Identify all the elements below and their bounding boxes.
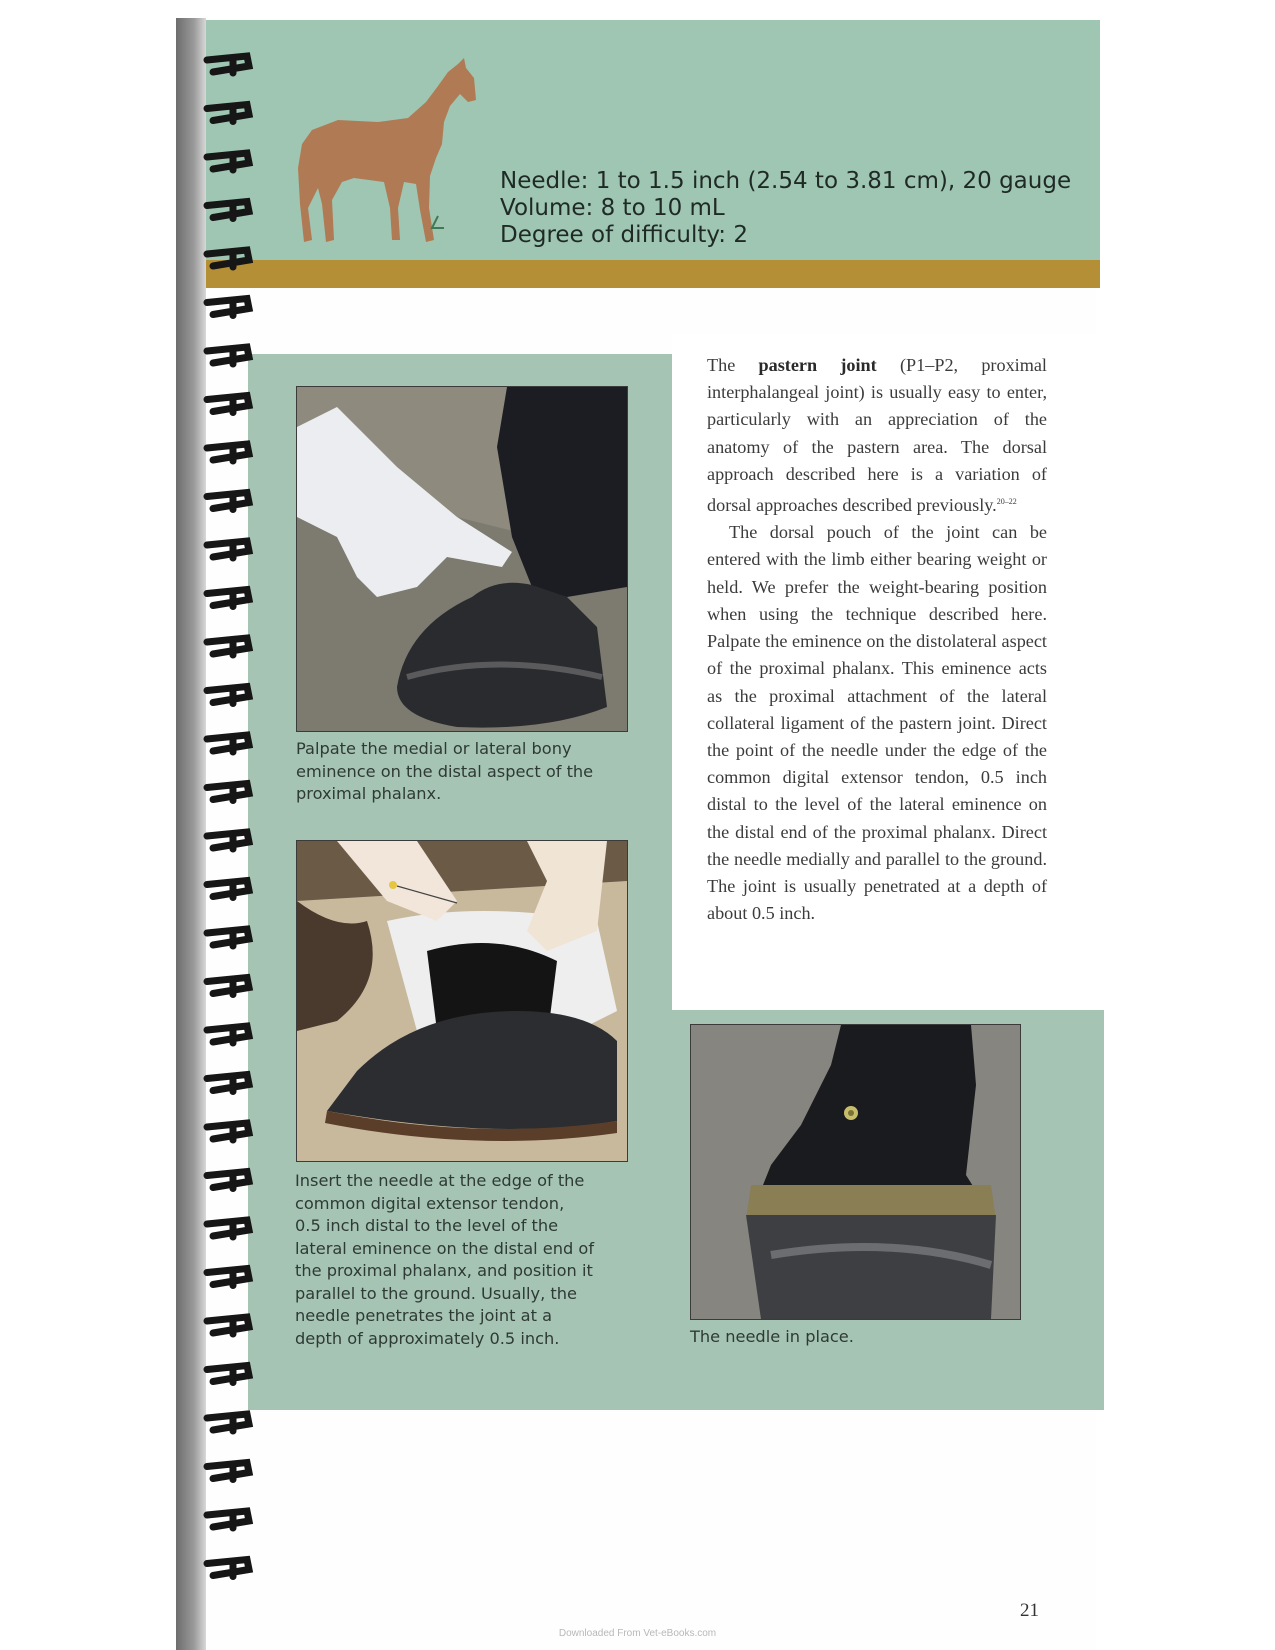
spiral-coil [207, 347, 249, 364]
spiral-coil [207, 687, 249, 704]
spiral-coil [207, 1366, 249, 1383]
spiral-coil [207, 1075, 249, 1092]
spiral-coil [207, 250, 249, 267]
spiral-coil [207, 493, 249, 510]
spiral-binding [203, 0, 255, 1650]
spiral-coil [207, 396, 249, 413]
difficulty-spec: Degree of difficulty: 2 [500, 222, 748, 248]
spiral-coil [207, 1220, 249, 1237]
header-specs [500, 168, 1071, 249]
body-text [707, 352, 1047, 927]
spiral-coil [207, 1560, 249, 1577]
reference-superscript: 20–22 [996, 497, 1017, 507]
page-number: 21 [1020, 1600, 1039, 1621]
spiral-coil [207, 978, 249, 995]
spiral-coil [207, 202, 249, 219]
spiral-coil [207, 638, 249, 655]
spiral-coil [207, 832, 249, 849]
paragraph-1: The pastern joint (P1–P2, proximal interphalangeal joint) is usually easy to enter, particularly with an appreciation of the anatomy of the pastern area. The dorsal approach described here is a variation of dorsal approaches described previously.$^{20-22}$ [707, 355, 1047, 516]
spiral-coil [207, 1414, 249, 1431]
footer-watermark: Downloaded From Vet-eBooks.com [558, 1628, 717, 1639]
spiral-coil [207, 590, 249, 607]
spiral-coil [207, 299, 249, 316]
caption-photo-3: The needle in place. [690, 1327, 854, 1346]
page-edge-shadow [176, 18, 206, 1650]
spiral-coil [207, 541, 249, 558]
paragraph-2: The dorsal pouch of the joint can be entered with the limb either bearing weight or held. We prefer the weight-bearing position when using the technique described here. Palpate the eminence on the distolateral aspect of the proximal phalanx. This eminence acts as the proximal attachment of the lateral collateral ligament of the pastern joint. Direct the point of the needle under the edge of the common digital extensor tendon, 0.5 inch distal to the level of the lateral eminence on the distal end of the proximal phalanx. Direct the needle medially and parallel to the ground. The joint is usually penetrated at a depth of about 0.5 inch. [707, 522, 1047, 924]
gold-divider-band [206, 260, 1100, 288]
spiral-coil [207, 784, 249, 801]
spiral-coil [207, 56, 249, 73]
horse-silhouette-icon [298, 58, 488, 258]
needle-spec: Needle: 1 to 1.5 inch (2.54 to 3.81 cm), 20 gauge [500, 168, 1072, 194]
photo-needle-insertion [296, 840, 628, 1162]
spiral-coil [207, 1317, 249, 1334]
spiral-coil [207, 1172, 249, 1189]
volume-spec: Volume: 8 to 10 mL [500, 195, 725, 221]
spiral-coil [207, 929, 249, 946]
photo-palpation [296, 386, 628, 732]
spiral-coil [207, 1269, 249, 1286]
spiral-coil [207, 153, 249, 170]
caption-photo-2: Insert the needle at the edge of the common digital extensor tendon, 0.5 inch distal to the level of the lateral eminence on the distal end of the proximal phalanx, and position it parallel to the ground. Usually, the needle penetrates the joint at a depth of approximately 0.5 inch. [295, 1171, 595, 1348]
spiral-coil [207, 444, 249, 461]
spiral-coil [207, 1463, 249, 1480]
spiral-coil [207, 1511, 249, 1528]
spiral-coil [207, 1123, 249, 1140]
term-pastern-joint: pastern joint [758, 355, 877, 375]
spiral-coil [207, 735, 249, 752]
photo-needle-in-place [690, 1024, 1021, 1320]
spiral-coil [207, 1026, 249, 1043]
caption-photo-1: Palpate the medial or lateral bony eminence on the distal aspect of the proximal phalanx. [296, 739, 594, 803]
spiral-coil [207, 881, 249, 898]
spiral-coil [207, 105, 249, 122]
